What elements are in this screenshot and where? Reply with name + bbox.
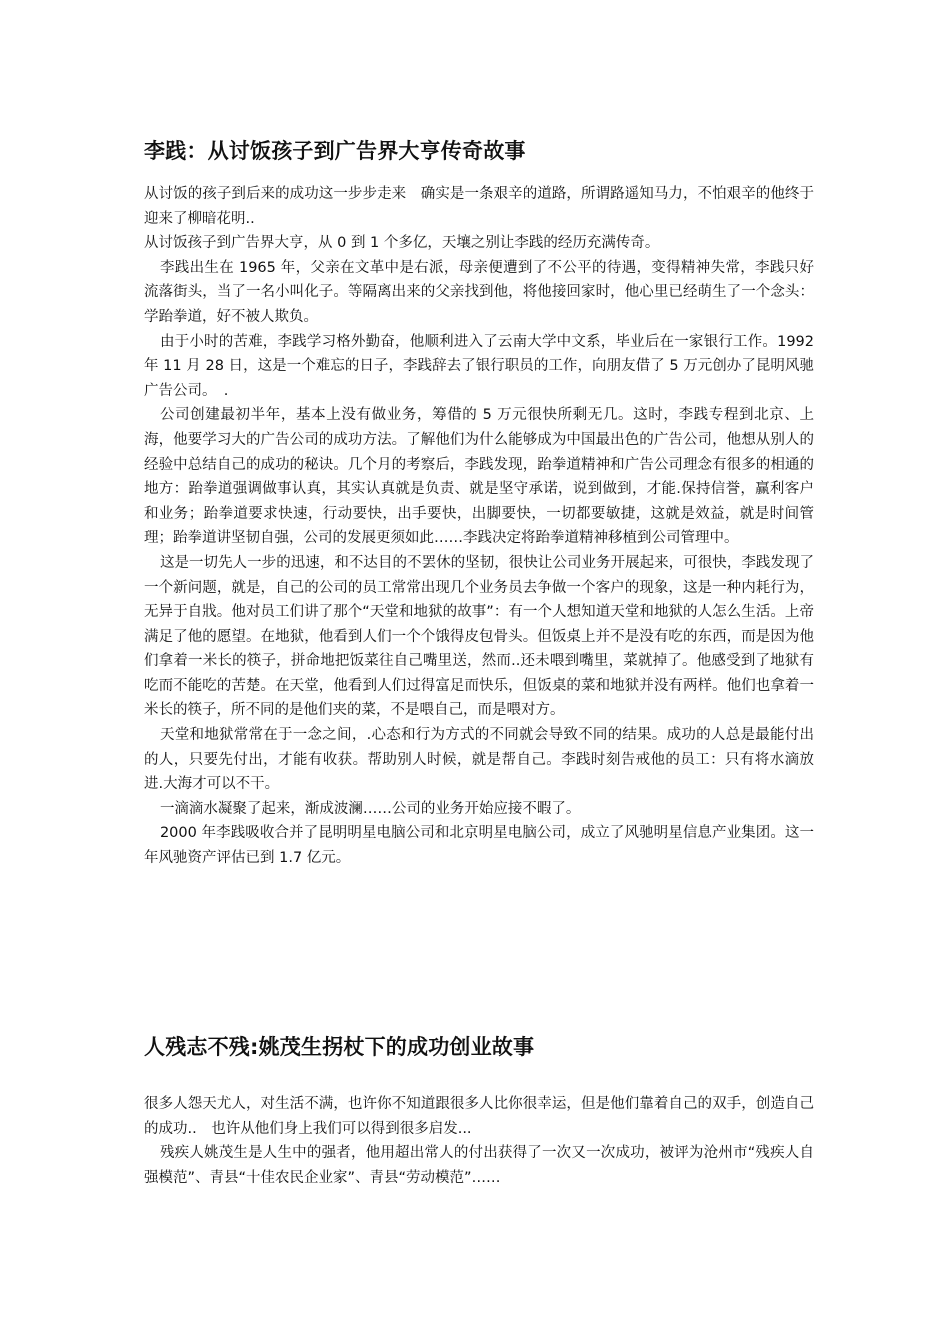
- article-paragraph: 李践出生在 1965 年，父亲在文革中是右派，母亲便遭到了不公平的待遇，变得精神失常，李践只好流落街头，当了一名小叫化子。等隔离出来的父亲找到他，将他接回家时，他心里已经萌生了一个念头：学跆拳道，好不被人欺负。: [144, 259, 814, 325]
- article-paragraph: 2000 年李践吸收合并了昆明明星电脑公司和北京明星电脑公司，成立了风驰明星信息产业集团。这一年风驰资产评估已到 1.7 亿元。: [144, 825, 814, 867]
- article-title: 人残志不残:姚茂生拐杖下的成功创业故事: [144, 1035, 535, 1059]
- article-paragraph: 天堂和地狱常常在于一念之间，.心态和行为方式的不同就会导致不同的结果。成功的人总是最能付出的人，只要先付出，才能有收获。帮助别人时候，就是帮自己。李践时刻告戒他的员工：只有将水滴放进.大海才可以不干。: [144, 727, 814, 793]
- article-paragraph: 从讨饭的孩子到后来的成功这一步步走来 确实是一条艰辛的道路，所谓路遥知马力，不怕艰辛的他终于迎来了柳暗花明..: [144, 186, 814, 227]
- article-title: 李践：从讨饭孩子到广告界大亨传奇故事: [144, 139, 526, 163]
- article-paragraph: 公司创建最初半年，基本上没有做业务，筹借的 5 万元很快所剩无几。这时，李践专程到北京、上海，他要学习大的广告公司的成功方法。了解他们为什么能够成为中国最出色的广告公司，他想从别人的经验中总结自己的成功的秘诀。几个月的考察后，李践发现，跆拳道精神和广告公司理念有很多的相通的地方：跆拳道强调做事认真，其实认真就是负责、就是坚守承诺，说到做到，才能.保持信誉，赢利客户和业务；跆拳道要求快速，行动要快，出手要快，出脚要快，一切都要敏捷，这就是效益，就是时间管理；跆拳道讲坚韧自强，公司的发展更须如此……李践决定将跆拳道精神移植到公司管理中。: [144, 407, 814, 547]
- article-paragraph: 很多人怨天尤人，对生活不满，也许你不知道跟很多人比你很幸运，但是他们靠着自己的双手，创造自己的成功.. 也许从他们身上我们可以得到很多启发...: [144, 1096, 814, 1137]
- article-paragraph: 一滴滴水凝聚了起来，渐成波澜……公司的业务开始应接不暇了。: [159, 800, 581, 817]
- article-paragraph: 从讨饭孩子到广告界大亨，从 0 到 1 个多亿，天壤之别让李践的经历充满传奇。: [144, 235, 660, 252]
- article-paragraph: 由于小时的苦难，李践学习格外勤奋，他顺利进入了云南大学中文系，毕业后在一家银行工作。1992 年 11 月 28 日，这是一个难忘的日子，李践辞去了银行职员的工作，向朋友借了 5 万元创办了昆明风驰广告公司。 .: [144, 333, 814, 399]
- article-story-yao-maosheng: [144, 1032, 814, 1190]
- article-paragraph: 残疾人姚茂生是人生中的强者，他用超出常人的付出获得了一次又一次成功，被评为沧州市“残疾人自强模范”、青县“十佳农民企业家”、青县“劳动模范”……: [144, 1145, 814, 1186]
- article-paragraph: 这是一切先人一步的迅速，和不达目的不罢休的坚韧，很快让公司业务开展起来，可很快，李践发现了一个新问题，就是，自己的公司的员工常常出现几个业务员去争做一个客户的现象，这是一种内耗行为，无异于自戕。他对员工们讲了那个“天堂和地狱的故事”：有一个人想知道天堂和地狱的人怎么生活。上帝满足了他的愿望。在地狱，他看到人们一个个饿得皮包骨头。但饭桌上并不是没有吃的东西，而是因为他们拿着一米长的筷子，拼命地把饭菜往自己嘴里送，然而..还未喂到嘴里，菜就掉了。他感受到了地狱有吃而不能吃的苦楚。在天堂，他看到人们过得富足而快乐，但饭桌的菜和地狱并没有两样。他们也拿着一米长的筷子，所不同的是他们夹的菜，不是喂自己，而是喂对方。: [144, 554, 814, 719]
- article-story-li-jian: [144, 136, 814, 871]
